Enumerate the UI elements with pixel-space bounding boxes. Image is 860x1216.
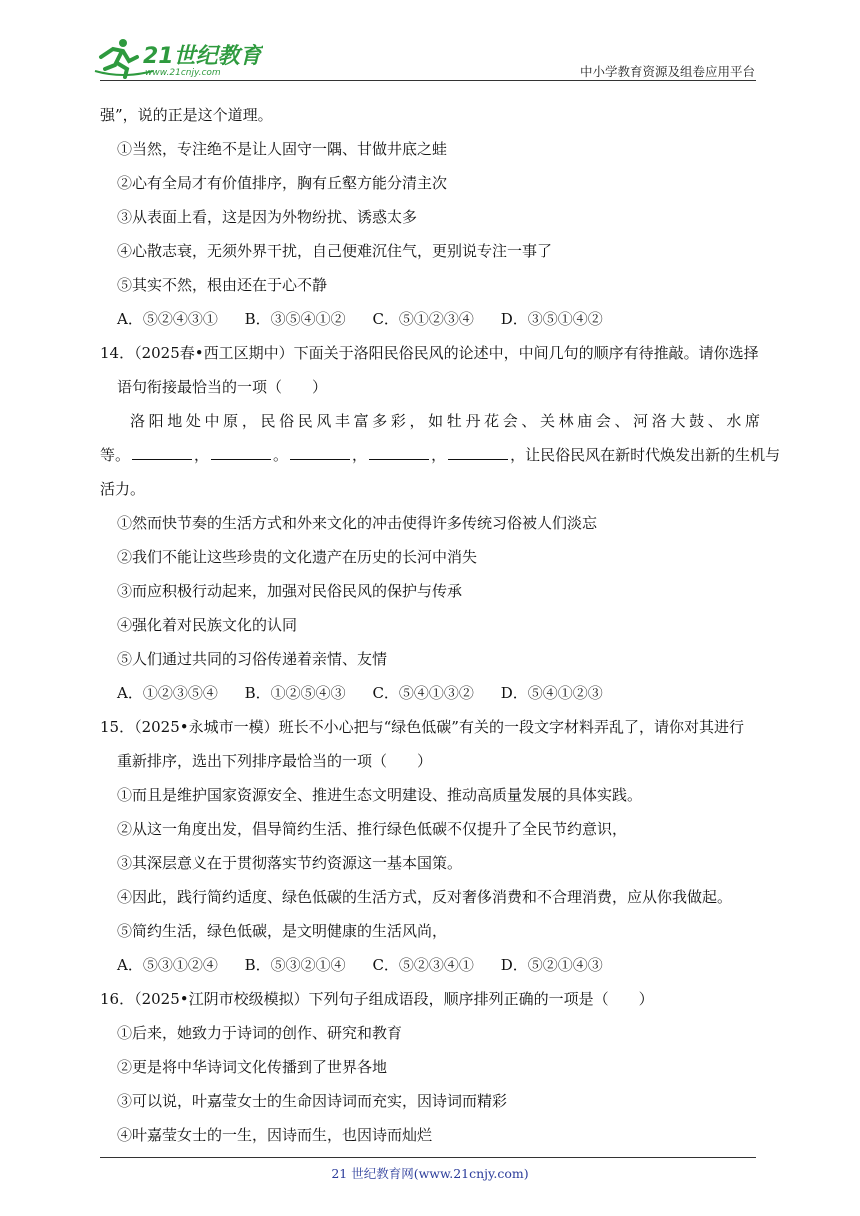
q15-item-3: ③其深层意义在于贯彻落实节约资源这一基本国策。 [117,854,463,872]
blank-3 [290,445,350,460]
q15-option-a[interactable]: A．⑤③①②④ [117,956,218,974]
logo-url: www.21cnjy.com [145,68,221,78]
footer-divider [100,1157,756,1158]
page-header [0,0,860,82]
logo-text: 21世纪教育 [143,44,262,69]
q14-item-1: ①然而快节奏的生活方式和外来文化的冲击使得许多传统习俗被人们淡忘 [117,514,598,532]
passage-punct: ， [431,446,447,464]
site-logo [93,35,263,79]
q13-option-a[interactable]: A．⑤②④③① [117,310,218,328]
q15-item-1: ①而且是维护国家资源安全、推进生态文明建设、推动高质量发展的具体实践。 [117,786,643,804]
q15-stem-line-1: 15．（2025•永城市一模）班长不小心把与“绿色低碳”有关的一段文字材料弄乱了，请你对其进行 [100,718,744,736]
q13-tail-line: 强”，说的正是这个道理。 [100,106,273,124]
q15-item-4: ④因此，践行简约适度、绿色低碳的生活方式，反对奢侈消费和不合理消费，应从你我做起。 [117,888,733,906]
q13-options [117,309,625,329]
blank-2 [211,445,271,460]
header-divider [100,80,756,81]
q16-stem-line-1: 16．（2025•江阴市校级模拟）下列句子组成语段，顺序排列正确的一项是（ ） [100,990,654,1008]
q14-item-4: ④强化着对民族文化的认同 [117,616,298,634]
q14-passage-line-1: 洛阳地处中原，民俗民风丰富多彩，如牡丹花会、关林庙会、河洛大鼓、水席 [130,412,760,430]
q14-stem-line-1: 14．（2025春•西工区期中）下面关于洛阳民俗民风的论述中，中间几句的顺序有待推敲。请你选择 [100,344,759,362]
q14-item-3: ③而应积极行动起来，加强对民俗民风的保护与传承 [117,582,463,600]
q14-passage-line-3: 活力。 [100,480,146,498]
q14-option-d[interactable]: D．⑤④①②③ [500,684,603,702]
blank-5 [448,445,508,460]
q14-options [117,683,625,703]
passage-punct: 。 [273,446,289,464]
blank-1 [132,445,192,460]
q13-option-c[interactable]: C．⑤①②③④ [372,310,474,328]
q14-option-b[interactable]: B．①②⑤④③ [244,684,346,702]
q13-option-b[interactable]: B．③⑤④①② [244,310,346,328]
q13-item-1: ①当然，专注绝不是让人固守一隅、甘做井底之蛙 [117,140,448,158]
q16-item-1: ①后来，她致力于诗词的创作、研究和教育 [117,1024,403,1042]
q15-option-d[interactable]: D．⑤②①④③ [500,956,603,974]
q15-stem-line-2: 重新排序，选出下列排序最恰当的一项（ ） [117,752,433,770]
q16-item-2: ②更是将中华诗词文化传播到了世界各地 [117,1058,388,1076]
q15-item-2: ②从这一角度出发，倡导简约生活、推行绿色低碳不仅提升了全民节约意识， [117,820,628,838]
passage-punct: ， [194,446,210,464]
q13-option-d[interactable]: D．③⑤①④② [500,310,603,328]
q14-item-2: ②我们不能让这些珍贵的文化遗产在历史的长河中消失 [117,548,478,566]
q16-item-4: ④叶嘉莹女士的一生，因诗而生，也因诗而灿烂 [117,1126,433,1144]
passage-text: 等。 [100,446,131,464]
q14-stem-line-2: 语句衔接最恰当的一项（ ） [117,378,328,396]
q15-item-5: ⑤简约生活，绿色低碳，是文明健康的生活风尚， [117,922,448,940]
q13-item-2: ②心有全局才有价值排序，胸有丘壑方能分清主次 [117,174,448,192]
q13-item-5: ⑤其实不然，根由还在于心不静 [117,276,328,294]
page-footer: 21 世纪教育网(www.21cnjy.com) [331,1166,529,1181]
q15-option-b[interactable]: B．⑤③②①④ [244,956,346,974]
q14-option-a[interactable]: A．①②③⑤④ [117,684,218,702]
q13-item-3: ③从表面上看，这是因为外物纷扰、诱惑太多 [117,208,418,226]
q15-options [117,955,625,975]
q16-item-3: ③可以说，叶嘉莹女士的生命因诗词而充实，因诗词而精彩 [117,1092,508,1110]
passage-punct: ， [352,446,368,464]
q14-passage-line-2 [100,445,780,465]
platform-title: 中小学教育资源及组卷应用平台 [579,64,755,79]
q15-option-c[interactable]: C．⑤②③④① [372,956,474,974]
passage-text: ，让民俗民风在新时代焕发出新的生机与 [510,446,781,464]
q14-item-5: ⑤人们通过共同的习俗传递着亲情、友情 [117,650,388,668]
blank-4 [369,445,429,460]
q13-item-4: ④心散志衰，无须外界干扰，自己便难沉住气，更别说专注一事了 [117,242,553,260]
q14-option-c[interactable]: C．⑤④①③② [372,684,474,702]
